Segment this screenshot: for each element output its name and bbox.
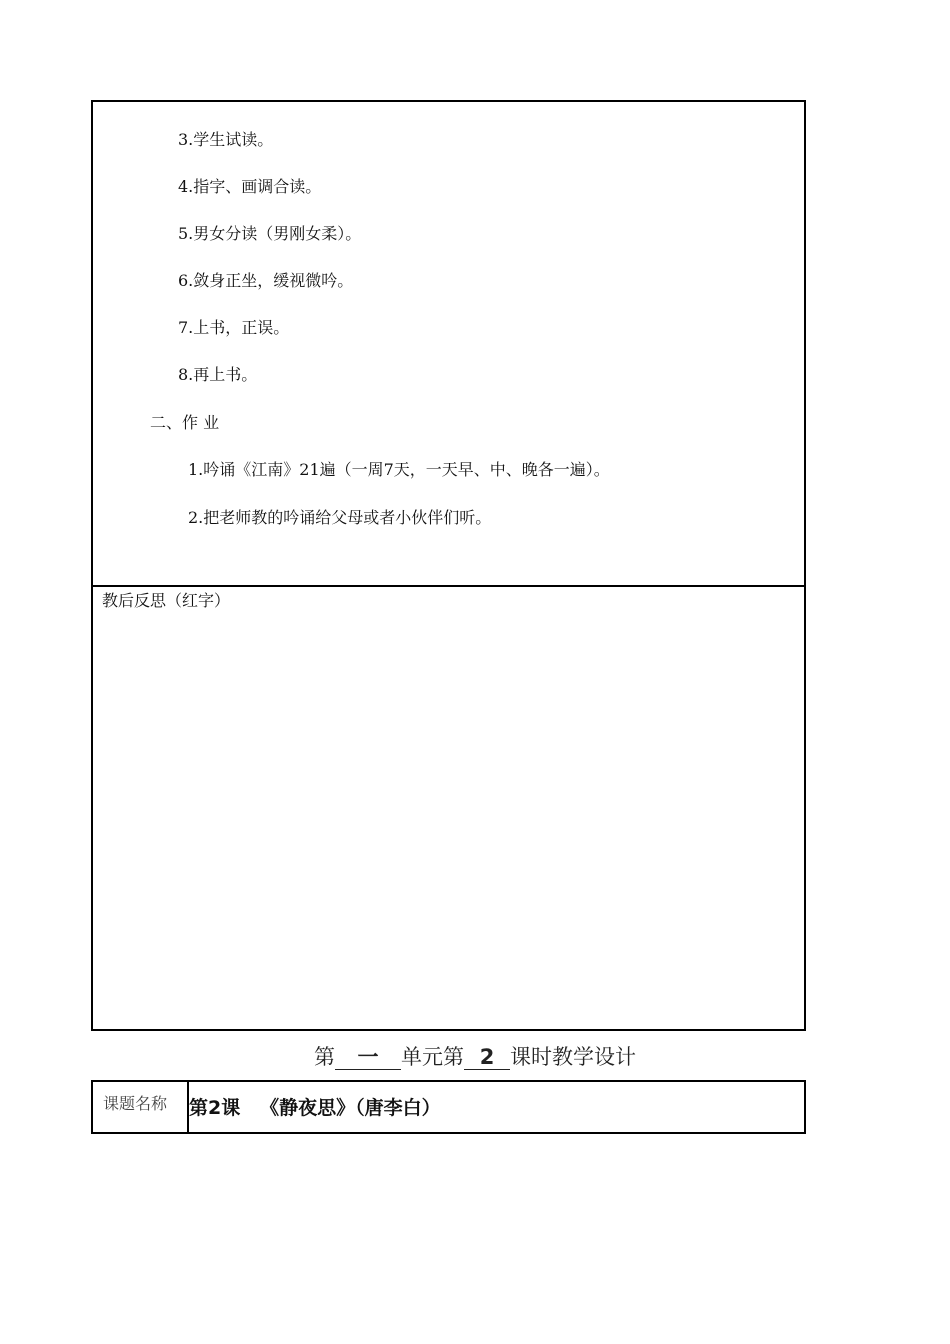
plan-step-8: 8.再上书。 (178, 365, 258, 384)
homework-heading: 二、作 业 (150, 413, 220, 432)
table-divider (93, 585, 804, 587)
topic-label: 课题名称 (103, 1094, 168, 1113)
plan-step-3: 3.学生试读。 (178, 130, 274, 149)
heading-suffix: 课时教学设计 (510, 1045, 636, 1069)
reflection-label: 教后反思（红字） (102, 591, 231, 610)
lesson-plan-table (91, 100, 806, 1031)
plan-step-4: 4.指字、画调合读。 (178, 177, 322, 196)
plan-step-7: 7.上书，正误。 (178, 318, 290, 337)
plan-step-6: 6.敛身正坐，缓视微吟。 (178, 271, 354, 290)
heading-prefix: 第 (314, 1045, 335, 1069)
plan-step-5: 5.男女分读（男刚女柔）。 (178, 224, 362, 243)
topic-title: 第2课 《静夜思》（唐李白） (189, 1097, 441, 1119)
unit-number-blank: 一 (335, 1045, 401, 1070)
homework-item-1: 1.吟诵《江南》21遍（一周7天，一天早、中、晚各一遍）。 (188, 460, 610, 479)
heading-middle: 单元第 (401, 1045, 464, 1069)
lesson-number-blank: 2 (464, 1045, 510, 1070)
homework-item-2: 2.把老师教的吟诵给父母或者小伙伴们听。 (188, 508, 492, 527)
topic-table (91, 1080, 806, 1134)
topic-label-cell (93, 1082, 189, 1132)
section-heading (0, 1043, 950, 1071)
